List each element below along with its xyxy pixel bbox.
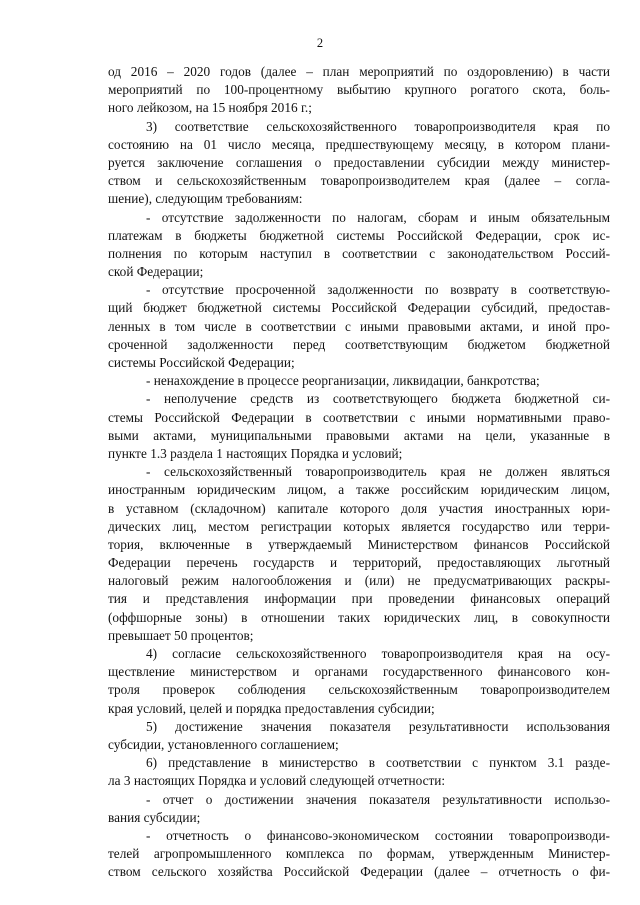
text-line: руется заключение соглашения о предоставлении субсидии между министер-	[108, 154, 610, 170]
text-line: ного лейкозом, на 15 ноября 2016 г.;	[108, 100, 312, 116]
text-line: вания субсидии;	[108, 809, 201, 825]
text-line: мероприятий по 100-процентному выбытию крупного рогатого скота, боль-	[108, 82, 610, 98]
text-line: - неполучение средств из соответствующего бюджета бюджетной си-	[146, 391, 610, 407]
text-line: субсидии, установленного соглашением;	[108, 736, 339, 752]
text-line: (оффшорные зоны) в отношении таких юридических лиц, в совокупности	[108, 609, 610, 625]
text-line: - отчет о достижении значения показателя результативности использо-	[146, 791, 610, 807]
text-line: телей агропромышленного комплекса по формам, утвержденным Министер-	[108, 846, 610, 862]
text-line: ской Федерации;	[108, 264, 204, 280]
text-line: тория, включенные в утверждаемый Министерством финансов Российской	[108, 536, 610, 552]
text-line: превышает 50 процентов;	[108, 627, 254, 643]
text-line: 4) согласие сельскохозяйственного товаропроизводителя края на осу-	[146, 646, 610, 661]
text-line: троля проверок соблюдения сельскохозяйственным товаропроизводителем	[108, 682, 610, 698]
text-line: ством сельского хозяйства Российской Федерации (далее – отчетность о фи-	[108, 864, 610, 880]
text-line: - сельскохозяйственный товаропроизводитель края не должен являться	[146, 464, 610, 480]
text-line: полнения по которым наступил в соответствии с законодательством Россий-	[108, 245, 610, 261]
text-line: 6) представление в министерство в соответствии с пунктом 3.1 разде-	[146, 755, 610, 771]
page-number: 2	[316, 36, 324, 50]
text-line: состоянию на 01 число месяца, предшествующему месяцу, в котором плани-	[108, 136, 610, 152]
text-line: иностранным юридическим лицом, а также российским юридическим лицом,	[108, 482, 610, 498]
text-line: ществление министерством и органами государственного финансового кон-	[108, 664, 610, 680]
text-line: 5) достижение значения показателя результативности использования	[146, 718, 610, 734]
text-line: шение), следующим требованиям:	[108, 191, 303, 207]
text-line: пункте 1.3 раздела 1 настоящих Порядка и условий;	[108, 445, 403, 461]
text-line: тия и представления информации при проведении финансовых операций	[108, 591, 610, 607]
text-line: 3) соответствие сельскохозяйственного товаропроизводителя края по	[146, 118, 610, 134]
text-line: - отсутствие просроченной задолженности по возврату в соответствую-	[146, 282, 610, 298]
text-line: выми актами, муниципальными правовыми актами на цели, указанные в	[108, 427, 610, 443]
text-line: системы Российской Федерации;	[108, 355, 295, 370]
body-text	[108, 63, 610, 881]
text-line: ленных в том числе в соответствии с иными правовыми актами, и иной про-	[108, 318, 610, 334]
text-line: ством и сельскохозяйственным товаропроизводителем края (далее – согла-	[108, 173, 610, 189]
text-line: - отчетность о финансово-экономическом состоянии товаропроизводи-	[146, 827, 610, 843]
text-line: од 2016 – 2020 годов (далее – план мероприятий по оздоровлению) в части	[108, 64, 610, 79]
text-line: - отсутствие задолженности по налогам, сборам и иным обязательным	[146, 209, 610, 225]
text-line: дических лиц, местом регистрации которых является государство или терри-	[108, 518, 610, 534]
text-line: налоговый режим налогообложения и (или) не предусматривающих раскры-	[108, 573, 610, 589]
text-line: Федерации перечень государств и территорий, предоставляющих льготный	[108, 555, 610, 571]
text-line: платежам в бюджеты бюджетной системы Российской Федерации, срок ис-	[108, 227, 610, 243]
text-line: стемы Российской Федерации в соответствии с иными нормативными право-	[108, 409, 610, 425]
text-line: в уставном (складочном) капитале которого доля участия иностранных юри-	[108, 500, 610, 516]
text-line: - ненахождение в процессе реорганизации, ликвидации, банкротства;	[146, 373, 540, 389]
text-line: ла 3 настоящих Порядка и условий следующей отчетности:	[108, 773, 446, 789]
text-line: края условий, целей и порядка предоставления субсидии;	[108, 700, 435, 716]
text-line: сроченной задолженности перед соответствующим бюджетом бюджетной	[108, 336, 610, 352]
text-line: щий бюджет бюджетной системы Российской Федерации субсидий, предостав-	[108, 300, 610, 316]
